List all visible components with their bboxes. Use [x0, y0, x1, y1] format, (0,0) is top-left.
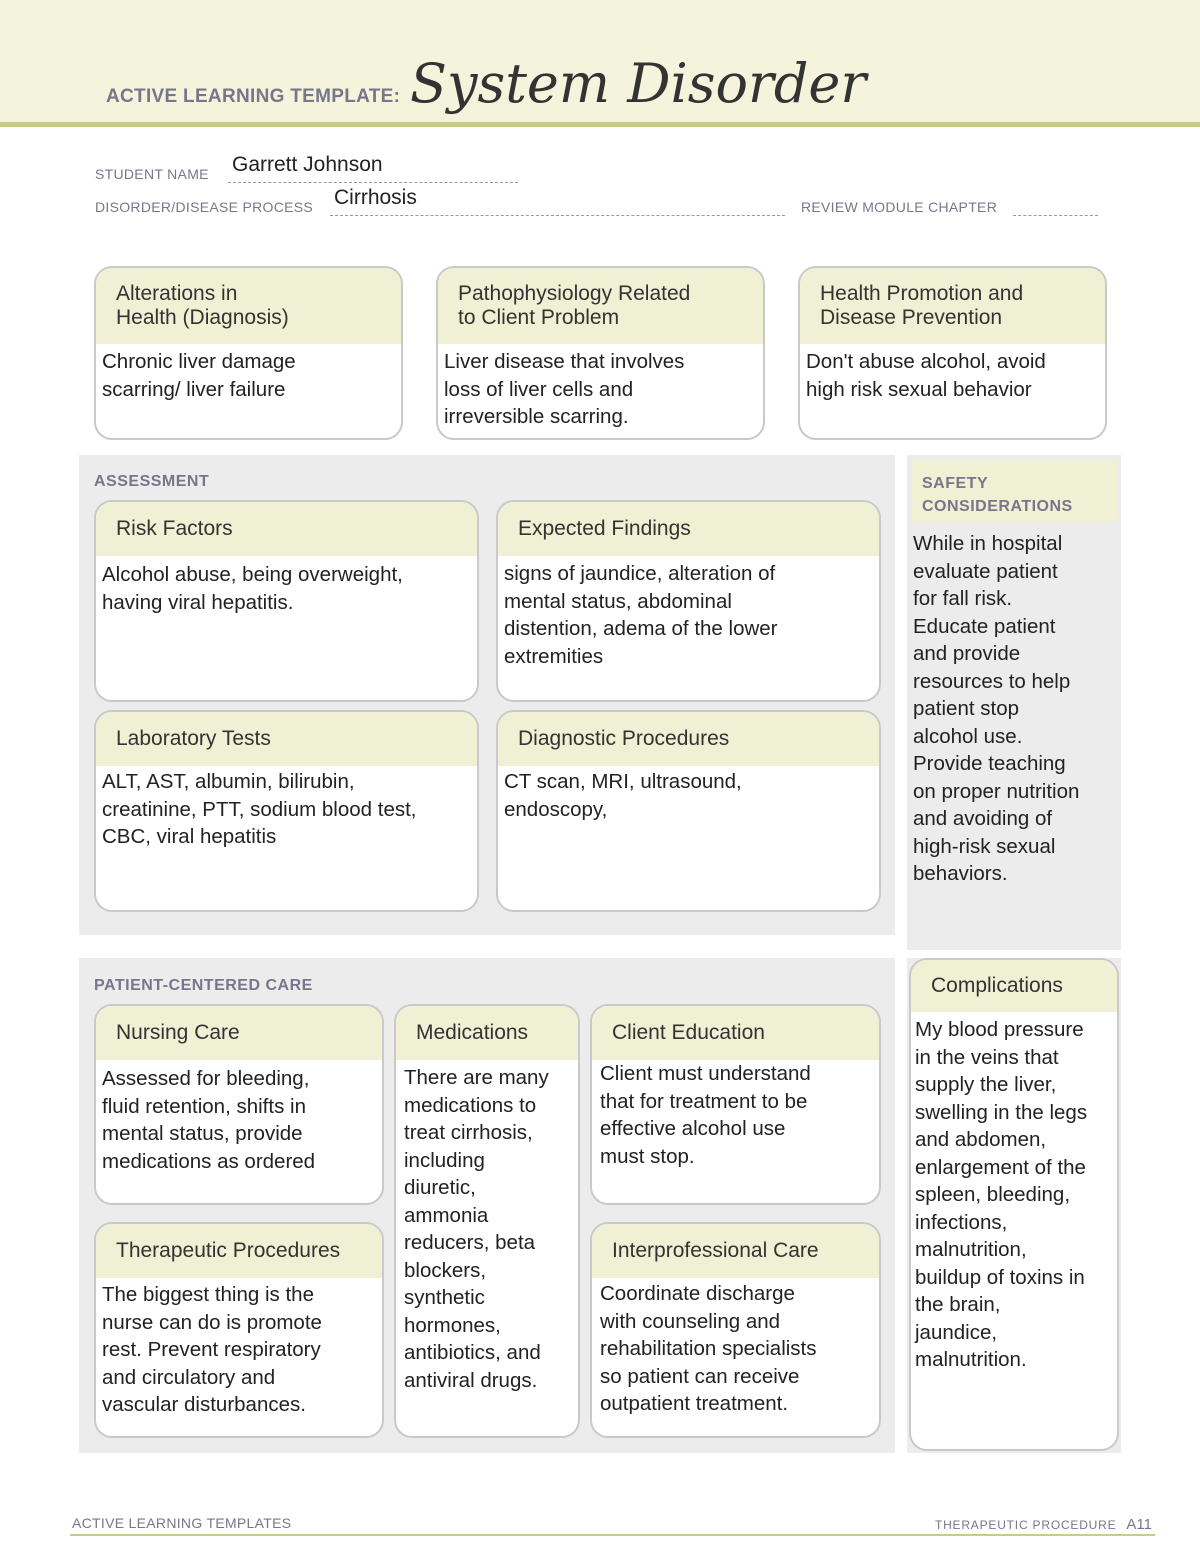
client-education-box [590, 1004, 881, 1205]
alterations-in-health-box [94, 266, 403, 440]
footer-left-label: ACTIVE LEARNING TEMPLATES [72, 1515, 292, 1531]
expected-findings-text: signs of jaundice, alteration of mental status, abdominal distention, adema of the lower extremities [504, 562, 778, 668]
footer-divider [70, 1534, 1155, 1536]
alterations-in-health-title: Alterations in Health (Diagnosis) [96, 268, 401, 344]
diagnostic-procedures-title: Diagnostic Procedures [498, 712, 879, 766]
risk-factors-text: Alcohol abuse, being overweight, having viral hepatitis. [102, 563, 403, 614]
nursing-care-title: Nursing Care [96, 1006, 382, 1060]
nursing-care-text: Assessed for bleeding, fluid retention, shifts in mental status, provide medications as ordered [102, 1067, 316, 1173]
safety-considerations-text: While in hospital evaluate patient for fall risk. Educate patient and provide resources to help patient stop alcohol use. Provide teaching on proper nutrition and avoiding of high-risk sexual behaviors. [913, 532, 1080, 885]
health-promotion-title: Health Promotion and Disease Prevention [800, 268, 1105, 344]
safety-considerations-label: SAFETY CONSIDERATIONS [912, 460, 1118, 522]
interprofessional-care-text: Coordinate discharge with counseling and rehabilitation specialists so patient can receive outpatient treatment. [600, 1282, 817, 1415]
client-education-title: Client Education [592, 1006, 879, 1060]
pathophysiology-title: Pathophysiology Related to Client Problem [438, 268, 763, 344]
footer-section-label: THERAPEUTIC PROCEDURE [934, 1518, 1117, 1532]
page-number: A11 [1126, 1516, 1152, 1533]
diagnostic-procedures-box [496, 710, 881, 912]
therapeutic-procedures-box [94, 1222, 384, 1438]
medications-text: There are many medications to treat cirrhosis, including diuretic, ammonia reducers, beta blockers, synthetic hormones, antibiotics, and antiviral drugs. [404, 1066, 549, 1392]
nursing-care-box [94, 1004, 384, 1205]
complications-box [909, 958, 1119, 1451]
therapeutic-procedures-text: The biggest thing is the nurse can do is promote rest. Prevent respiratory and circulatory and vascular disturbances. [102, 1283, 322, 1416]
medications-title: Medications [396, 1006, 578, 1060]
interprofessional-care-title: Interprofessional Care [592, 1224, 879, 1278]
footer-right [935, 1516, 1152, 1533]
pathophysiology-text: Liver disease that involves loss of liver cells and irreversible scarring. [444, 350, 685, 428]
page-title: System Disorder [410, 52, 867, 115]
interprofessional-care-box [590, 1222, 881, 1438]
complications-text: My blood pressure in the veins that supply the liver, swelling in the legs and abdomen, enlargement of the spleen, bleeding, infections, malnutrition, buildup of toxins in the brain, jaundice, malnutrition. [915, 1018, 1088, 1371]
review-module-field[interactable] [1013, 215, 1098, 216]
medications-box [394, 1004, 580, 1438]
therapeutic-procedures-title: Therapeutic Procedures [96, 1224, 382, 1278]
disorder-line [330, 215, 785, 216]
disorder-label: DISORDER/DISEASE PROCESS [95, 199, 314, 215]
student-name-line [228, 182, 518, 183]
expected-findings-title: Expected Findings [498, 502, 879, 556]
review-module-label: REVIEW MODULE CHAPTER [801, 199, 998, 215]
alterations-in-health-text: Chronic liver damage scarring/ liver failure [102, 350, 296, 401]
health-promotion-box [798, 266, 1107, 440]
expected-findings-box [496, 500, 881, 702]
student-name-label: STUDENT NAME [95, 166, 209, 182]
risk-factors-title: Risk Factors [96, 502, 477, 556]
client-education-text: Client must understand that for treatment to be effective alcohol use must stop. [600, 1062, 811, 1168]
assessment-label: ASSESSMENT [94, 473, 210, 490]
diagnostic-procedures-text: CT scan, MRI, ultrasound, endoscopy, [504, 770, 742, 821]
template-label: ACTIVE LEARNING TEMPLATE: [106, 86, 401, 107]
pathophysiology-box [436, 266, 765, 440]
disorder-field[interactable]: Cirrhosis [334, 186, 417, 209]
laboratory-tests-title: Laboratory Tests [96, 712, 477, 766]
patient-centered-care-label: PATIENT-CENTERED CARE [94, 977, 313, 994]
laboratory-tests-box [94, 710, 479, 912]
complications-title: Complications [911, 960, 1117, 1012]
student-name-field[interactable]: Garrett Johnson [232, 153, 383, 176]
health-promotion-text: Don't abuse alcohol, avoid high risk sexual behavior [806, 350, 1046, 401]
laboratory-tests-text: ALT, AST, albumin, bilirubin, creatinine, PTT, sodium blood test, CBC, viral hepatitis [102, 770, 417, 848]
risk-factors-box [94, 500, 479, 702]
